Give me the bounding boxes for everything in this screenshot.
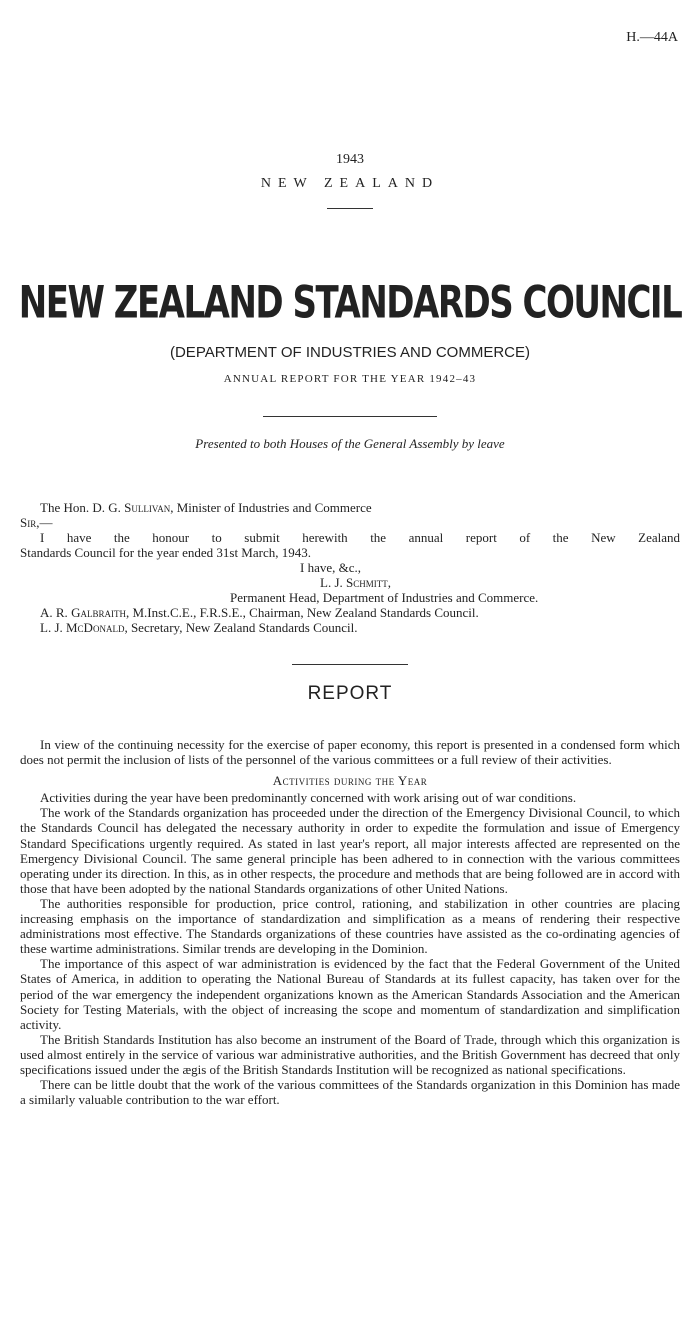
document-title: NEW ZEALAND STANDARDS COUNCIL: [18, 277, 682, 329]
document-code: H.—44A: [626, 30, 678, 45]
divider-rule: [263, 416, 437, 417]
report-paragraph: There can be little doubt that the work of the various committees of the Standards organization in this Dominion has made a similarly valuable contribution to the war effort.: [20, 1077, 680, 1108]
covering-letter: [20, 500, 680, 635]
letter-cc-chairman: A. R. Galbraith, M.Inst.C.E., F.R.S.E., Chairman, New Zealand Standards Council.: [40, 605, 479, 620]
letter-body-line: Standards Council for the year ended 31st March, 1943.: [20, 545, 311, 560]
report-paragraph: The authorities responsible for production, price control, rationing, and stabilization in other countries are placing increasing emphasis on the importance of standardization and simplification as a means of rendering their respective administrations most effective. The Standards organizations of these countries have assisted as the co-ordinating agencies of these wartime administrations. Similar trends are developing in the Dominion.: [20, 895, 680, 957]
report-paragraph: The work of the Standards organization has proceeded under the direction of the Emergency Divisional Council, to which the Standards Council has delegated the necessary authority in order to expedite the formulation and issue of Emergency Standard Specifications urgently required. As stated in last year's report, all major interests affected are represented on the Emergency Divisional Council. The same general principle has been adhered to in connection with the various committees operating under its direction. In this, as in other respects, the procedure and methods that are being followed are in accord with those that have been adopted by the national Standards organizations of other United Nations.: [20, 805, 680, 896]
letter-addressee: The Hon. D. G. Sullivan, Minister of Industries and Commerce: [40, 500, 372, 515]
report-paragraph: Activities during the year have been predominantly concerned with work arising out of war conditions.: [40, 790, 577, 806]
letter-signer: L. J. Schmitt,: [320, 575, 391, 590]
annual-report-line: ANNUAL REPORT FOR THE YEAR 1942–43: [223, 373, 477, 385]
report-paragraph: The British Standards Institution has also become an instrument of the Board of Trade, through which this organization is used almost entirely in the service of various war administrative authorities, and the British Government has decreed that only specifications issued under the ægis of the British Standards Institution will be recognized as national specifications.: [20, 1031, 680, 1077]
divider-rule: [327, 208, 373, 209]
report-body: [20, 737, 680, 1107]
letter-salutation: Sir,—: [20, 515, 53, 530]
publication-year: 1943: [336, 152, 364, 167]
department-subtitle: (DEPARTMENT OF INDUSTRIES AND COMMERCE): [169, 344, 531, 361]
presented-line: Presented to both Houses of the General Assembly by leave: [195, 436, 505, 451]
letter-signer-title: Permanent Head, Department of Industries and Commerce.: [230, 590, 539, 605]
letter-cc-secretary: L. J. McDonald, Secretary, New Zealand Standards Council.: [40, 620, 358, 635]
divider-rule: [292, 664, 408, 665]
country-name: NEW ZEALAND: [260, 176, 440, 191]
section-subheading: Activities during the Year: [272, 773, 428, 789]
report-heading: REPORT: [307, 683, 393, 704]
report-paragraph: The importance of this aspect of war administration is evidenced by the fact that the Federal Government of the United States of America, in addition to operating the National Bureau of Standards at its fullest capacity, has taken over for the period of the war emergency the independent organizations known as the American Standards Association and the American Society for Testing Materials, with the object of increasing the scope and momentum of standardization and simplification activity.: [20, 956, 680, 1032]
letter-body-line: I have the honour to submit herewith the annual report of the New Zealand: [40, 530, 680, 545]
report-paragraph: In view of the continuing necessity for the exercise of paper economy, this report is presented in a condensed form which does not permit the inclusion of lists of the personnel of the various committees or a full review of their activities.: [20, 737, 680, 768]
letter-closing: I have, &c.,: [300, 560, 362, 575]
